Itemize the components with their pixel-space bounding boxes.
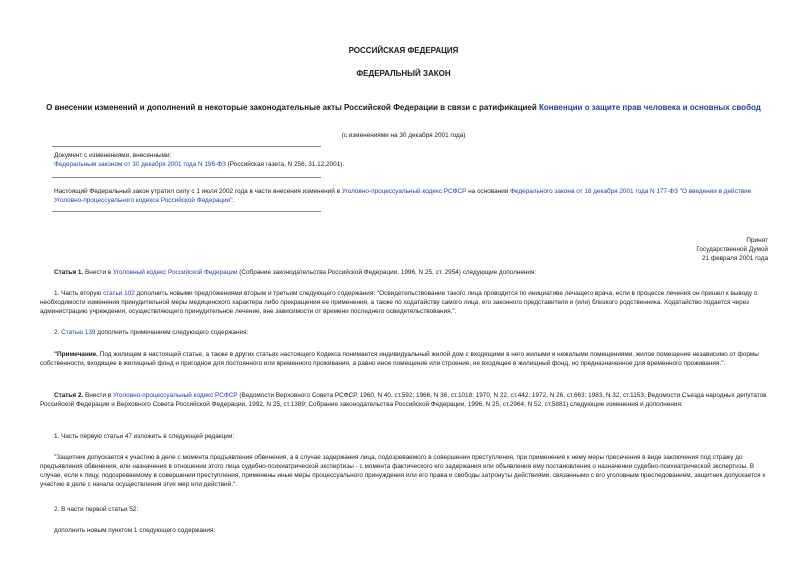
article-1-heading: Статья 1. [54, 269, 84, 276]
article-2-text-after: (Ведомости Верховного Совета РСФСР, 1960, N 40, ст.592; 1966, N 36, ст.1018; 1970, N 22, ст.442; 1972, N 26, ст.663; 1983, N 32, ст.1153; Ведомости Съезда народных депутатов Российской Федерации и Верховного Совета Российской Федерации, 1992, N 25, ст.1389; Собрание законодательства Российской Федерации, 1996, N 25, ст.2964; N 52, ст.5881) следующие изменения и дополнения: [40, 392, 767, 408]
quote-text: "Защитник допускается к участию в деле с момента предъявления обвинения, а в случае задержания лица, подозреваемого в совершении преступления, при применения к нему меры пресечения в виде заключения под стражу до предъявления обвинения, или назначения в отношении этого лица судебно-психиатрической экспертизы - с момента фактического его задержания или объявления ему постановления о назначении судебно-психиатрической экспертизы. В случае, если к лицу, подозреваемому в совершении преступления, применены иные меры процессуального принуждения или его права и свободы затронуты действиями, связанными с его уголовным преследованием, защитник допускается к участию в деле с начала осуществления этих мер или действий.". [40, 454, 766, 488]
adoption-line-3: 21 февраля 2001 года [701, 255, 768, 262]
article-139-link[interactable]: Статью 139 [61, 329, 96, 336]
item-1-text: дополнить новыми предложениями вторым и третьим следующего содержания: "Освидетельствование такого лица проводится по инициативе лечащего врача, если в процессе лечения он пришел к выводу о необходимости изменения принудительной меры медицинского характера либо прекращения ее применения, а также по ходатайству самого лица, его законного представителя и (или) близкого родственника. Ходатайство подается через администрацию учреждения, осуществляющего принудительное лечение, вне зависимости от времени последнего освидетельствования.". [40, 290, 758, 315]
article-102-link[interactable]: статьи 102 [103, 290, 135, 297]
article-2-intro [40, 391, 769, 409]
changes-box [54, 151, 767, 169]
divider [52, 146, 321, 147]
note-heading: "Примечание. [54, 351, 98, 358]
doc-type-heading: ФЕДЕРАЛЬНЫЙ ЗАКОН [356, 69, 451, 78]
item-2-text: дополнить примечанием следующего содержания: [95, 329, 249, 336]
article-2-heading: Статья 2. [54, 392, 84, 399]
amended-note: (с изменениями на 30 декабря 2001 года) [341, 132, 466, 139]
law-177-link[interactable]: Федерального закона от 18 декабря 2001 года N 177-ФЗ "О введении в действие Уголовно-процессуального кодекса Российской Федерации" [54, 188, 752, 204]
amending-law-link[interactable]: Федеральным законом от 30 декабря 2001 года N 196-ФЗ [54, 161, 226, 168]
country-heading: РОССИЙСКАЯ ФЕДЕРАЦИЯ [348, 46, 459, 55]
article-2-item-2: 2. В части первой статьи 52: [54, 506, 139, 513]
article-1-intro [54, 268, 768, 277]
article-2-quote [40, 453, 769, 489]
article-1-item-2 [54, 328, 768, 337]
convention-link[interactable]: Конвенции о защите прав человека и основных свобод [539, 103, 761, 112]
article-2-item-1: 1. Часть первую статьи 47 изложить в следующей редакции: [54, 433, 235, 440]
article-1-item-1 [40, 289, 769, 316]
article-1-note [40, 350, 769, 368]
adoption-block [560, 236, 768, 263]
changes-line [54, 160, 767, 169]
item-1-prefix: 1. Часть вторую [54, 290, 104, 297]
article-2-text: Внести в [83, 392, 113, 399]
article-1-text-after: (Собрание законодательства Российской Федерации, 1996, N 25, ст. 2954) следующие дополнения: [237, 269, 537, 276]
upk-rsfsr-link-2[interactable]: Уголовно-процессуальный кодекс РСФСР [112, 392, 238, 399]
changes-rest: (Российская газета, N 256, 31.12.2001). [225, 161, 345, 168]
divider [52, 211, 321, 212]
document-title [40, 102, 767, 113]
validity-text-1: Настоящий Федеральный закон утратил силу с 1 июля 2002 года в части внесения изменений в [54, 188, 342, 195]
note-text: Под жилищем в настоящей статье, а также в других статьях настоящего Кодекса понимается индивидуальный жилой дом с входящими в него жилыми и нежилыми помещениями, жилое помещение независимо от формы собственности, входящее в жилищный фонд и пригодное для постоянного или временного проживания, а равно иное помещение или строение, не входящее в жилищный фонд, но предназначенное для временного проживания.". [40, 351, 759, 367]
adoption-line-1: Принят [746, 237, 768, 244]
document-title-text: О внесении изменений и дополнений в некоторые законодательные акты Российской Федерации в связи с ратификацией [46, 103, 540, 112]
criminal-code-link[interactable]: Уголовный кодекс Российской Федерации [112, 269, 238, 276]
article-1-text: Внести в [83, 269, 113, 276]
adoption-line-2: Государственной Думой [696, 246, 768, 253]
validity-note [54, 187, 770, 205]
upk-rsfsr-link[interactable]: Уголовно-процессуальный кодекс РСФСР [341, 188, 467, 195]
item-2-prefix: 2. [54, 329, 62, 336]
divider [52, 177, 321, 178]
validity-text-2: на основании [466, 188, 511, 195]
article-2-item-2-sub: дополнить новым пунктом 1 следующего содержания: [54, 527, 216, 534]
validity-text-3: . [232, 197, 235, 204]
changes-label: Документ с изменениями, внесенными: [54, 152, 172, 159]
